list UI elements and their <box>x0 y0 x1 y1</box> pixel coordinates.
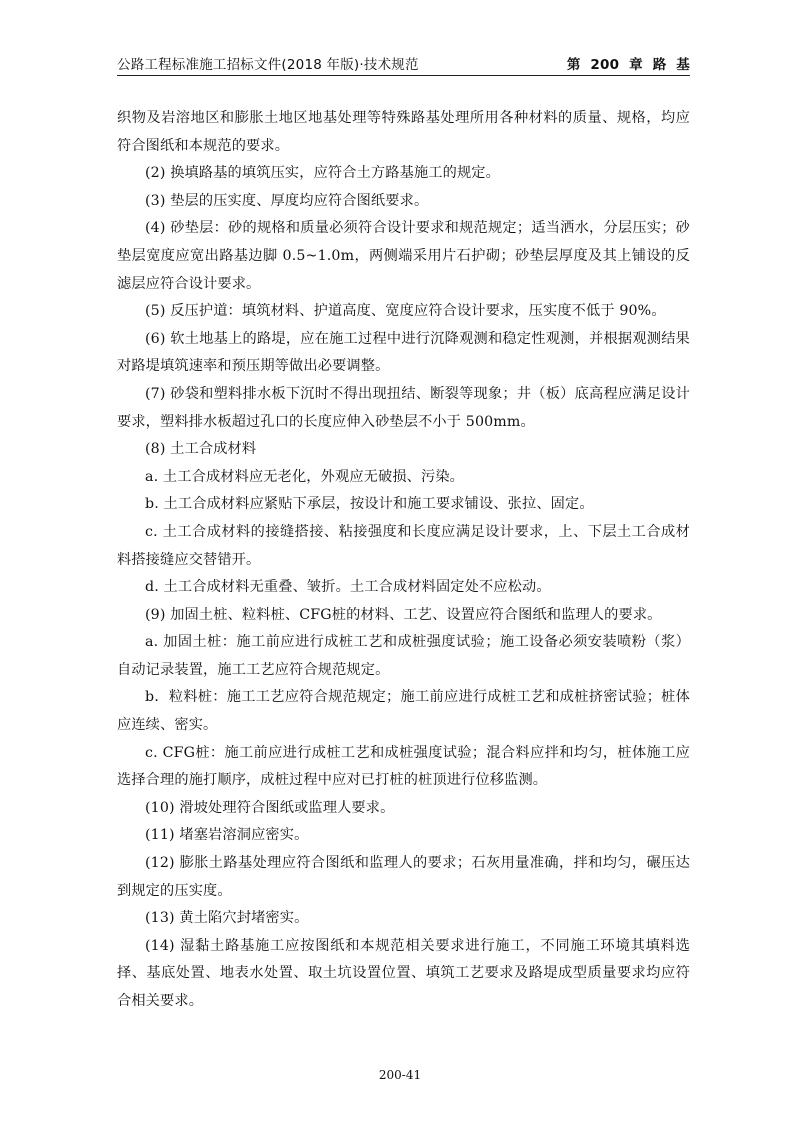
paragraph-item-9c: c. CFG桩：施工前应进行成桩工艺和成桩强度试验；混合料应拌和均匀，桩体施工应选择合理的施打顺序，成桩过程中应对已打桩的桩顶进行位移监测。 <box>117 744 690 789</box>
paragraph-item-6: (6) 软土地基上的路堤，应在施工过程中进行沉降观测和稳定性观测，并根据观测结果对路堤填筑速率和预压期等做出必要调整。 <box>117 330 690 375</box>
paragraph-item-8d: d. 土工合成材料无重叠、皱折。土工合成材料固定处不应松动。 <box>145 579 551 596</box>
paragraph-item-9b: b．粒料桩：施工工艺应符合规范规定；施工前应进行成桩工艺和成桩挤密试验；桩体应连续、密实。 <box>117 689 690 734</box>
paragraph-item-7: (7) 砂袋和塑料排水板下沉时不得出现扭结、断裂等现象；井（板）底高程应满足设计要求，塑料排水板超过孔口的长度应伸入砂垫层不小于 500mm。 <box>117 385 690 430</box>
paragraph-item-2: (2) 换填路基的填筑压实，应符合土方路基施工的规定。 <box>145 165 500 182</box>
paragraph-continuation: 织物及岩溶地区和膨胀土地区地基处理等特殊路基处理所用各种材料的质量、规格，均应符合图纸和本规范的要求。 <box>117 110 690 154</box>
paragraph-item-13: (13) 黄土陷穴封堵密实。 <box>145 910 309 927</box>
chapter-title: 第 200 章 路 基 <box>566 56 690 73</box>
page-body <box>117 105 690 1016</box>
paragraph-item-10: (10) 滑坡处理符合图纸或监理人要求。 <box>145 799 395 816</box>
paragraph-item-8c: c. 土工合成材料的接缝搭接、粘接强度和长度应满足设计要求，上、下层土工合成材料搭接缝应交替错开。 <box>117 523 690 568</box>
paragraph-item-11: (11) 堵塞岩溶洞应密实。 <box>145 827 309 844</box>
paragraph-item-14: (14) 湿黏土路基施工应按图纸和本规范相关要求进行施工，不同施工环境其填料选择、基底处置、地表水处置、取土坑设置位置、填筑工艺要求及路堤成型质量要求均应符合相关要求。 <box>117 937 690 1009</box>
paragraph-item-9a: a. 加固土桩：施工前应进行成桩工艺和成桩强度试验；施工设备必须安装喷粉（浆）自动记录装置，施工工艺应符合规范规定。 <box>117 634 690 678</box>
paragraph-item-12: (12) 膨胀土路基处理应符合图纸和监理人的要求；石灰用量准确，拌和均匀，碾压达到规定的压实度。 <box>117 855 690 899</box>
paragraph-item-5: (5) 反压护道：填筑材料、护道高度、宽度应符合设计要求，压实度不低于 90%。 <box>145 303 666 320</box>
page-header <box>117 46 690 76</box>
paragraph-item-4: (4) 砂垫层：砂的规格和质量必须符合设计要求和规范规定；适当洒水，分层压实；砂垫层宽度应宽出路基边脚 0.5~1.0m，两侧端采用片石护砌；砂垫层厚度及其上铺设的反滤层应符合设计要求。 <box>117 220 690 292</box>
paragraph-item-8b: b. 土工合成材料应紧贴下承层，按设计和施工要求铺设、张拉、固定。 <box>145 496 594 513</box>
document-title: 公路工程标准施工招标文件(2018 年版)·技术规范 <box>117 56 419 73</box>
paragraph-item-8a: a. 土工合成材料应无老化，外观应无破损、污染。 <box>145 468 465 485</box>
paragraph-item-9: (9) 加固土桩、粒料桩、CFG桩的材料、工艺、设置应符合图纸和监理人的要求。 <box>145 606 662 623</box>
page-number: 200-41 <box>378 1068 422 1082</box>
paragraph-item-8: (8) 土工合成材料 <box>145 441 257 458</box>
paragraph-item-3: (3) 垫层的压实度、厚度均应符合图纸要求。 <box>145 192 429 209</box>
